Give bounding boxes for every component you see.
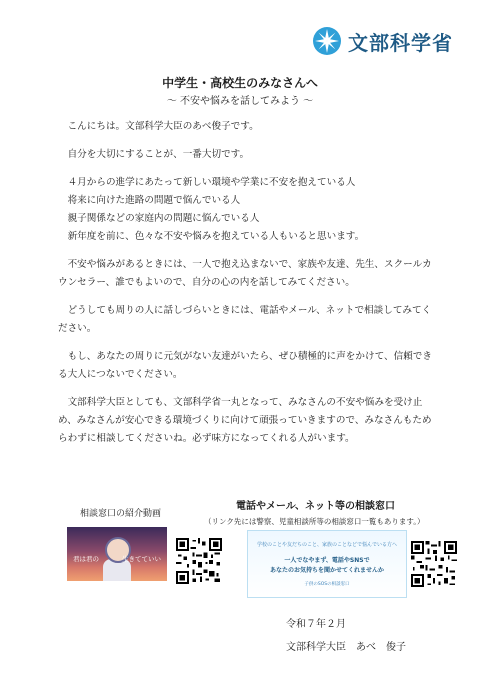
video-qr-code[interactable] [176,538,222,584]
consult-section-note: （リンク先には警察、児童相談所等の相談窓口一覧もあります。） [204,517,425,526]
consult-banner-line1: 学校のことや友だちのこと、家族のことなどで悩んでいる方へ [256,542,397,548]
worry-list [58,174,438,246]
consult-banner-line3: あなたのお気持ちを聞かせてくれませんか [269,567,384,574]
logo-text: 文部科学省 [348,30,453,55]
paragraph-consult-online: どうしても周りの人に話しづらいときには、電話やメール、ネットで相談してみてください。 [58,305,432,334]
video-section-label: 相談窓口の紹介動画 [80,509,162,519]
worry-item: 将来に向けた進路の問題で悩んでいる人 [67,195,241,206]
mext-logo [312,26,453,56]
worry-item: 新年度を前に、色々な不安や悩みを抱えている人もいると思います。 [67,231,365,242]
paragraph-ministry-support: 文部科学大臣としても、文部科学省一丸となって、みなさんの不安や悩みを受け止め、みなさんが安心できる環境づくりに向けて頑張っていきますので、みなさんもためらわずに相談してくださいね。必ず味方になってくれる人がいます。 [58,397,432,444]
paragraph-greeting: こんにちは。文部科学大臣のあべ俊子です。 [67,121,259,132]
video-thumb-caption-right: 生きてていい [122,555,161,563]
letter-date: 令和７年２月 [286,619,346,630]
consult-qr-code[interactable] [411,541,457,587]
worry-item: 親子関係などの家庭内の問題に悩んでいる人 [67,213,260,224]
video-thumbnail[interactable] [67,527,167,581]
letter-signature: 文部科学大臣 あべ 俊子 [286,642,406,653]
letter-body [58,118,438,458]
paragraph-help-friends: もし、あなたの周りに元気がない友達がいたら、ぜひ積極的に声をかけて、信頼できる大人につないでください。 [58,351,432,380]
consult-banner-line2: 一人でなやまず、電話やSNSで [284,557,370,564]
consult-banner[interactable] [247,530,407,598]
letter-title: 中学生・高校生のみなさんへ [162,76,318,90]
consult-banner-line4: 子供のSOSの相談窓口 [304,582,350,587]
paragraph-self-care: 自分を大切にすることが、一番大切です。 [67,149,250,160]
paragraph-talk-to-someone: 不安や悩みがあるときには、一人で抱え込まないで、家族や友達、先生、スクールカウンセラー、誰でもよいので、自分の心の内を話してみてください。 [58,259,432,288]
letter-subtitle: 〜 不安や悩みを話してみよう 〜 [166,96,314,107]
mext-logo-icon [312,26,342,56]
worry-item: ４月からの進学にあたって新しい環境や学業に不安を抱えている人 [67,177,356,188]
consult-section-label: 電話やメール、ネット等の相談窓口 [236,501,395,512]
video-thumb-caption-left: 君は君の [73,555,99,563]
